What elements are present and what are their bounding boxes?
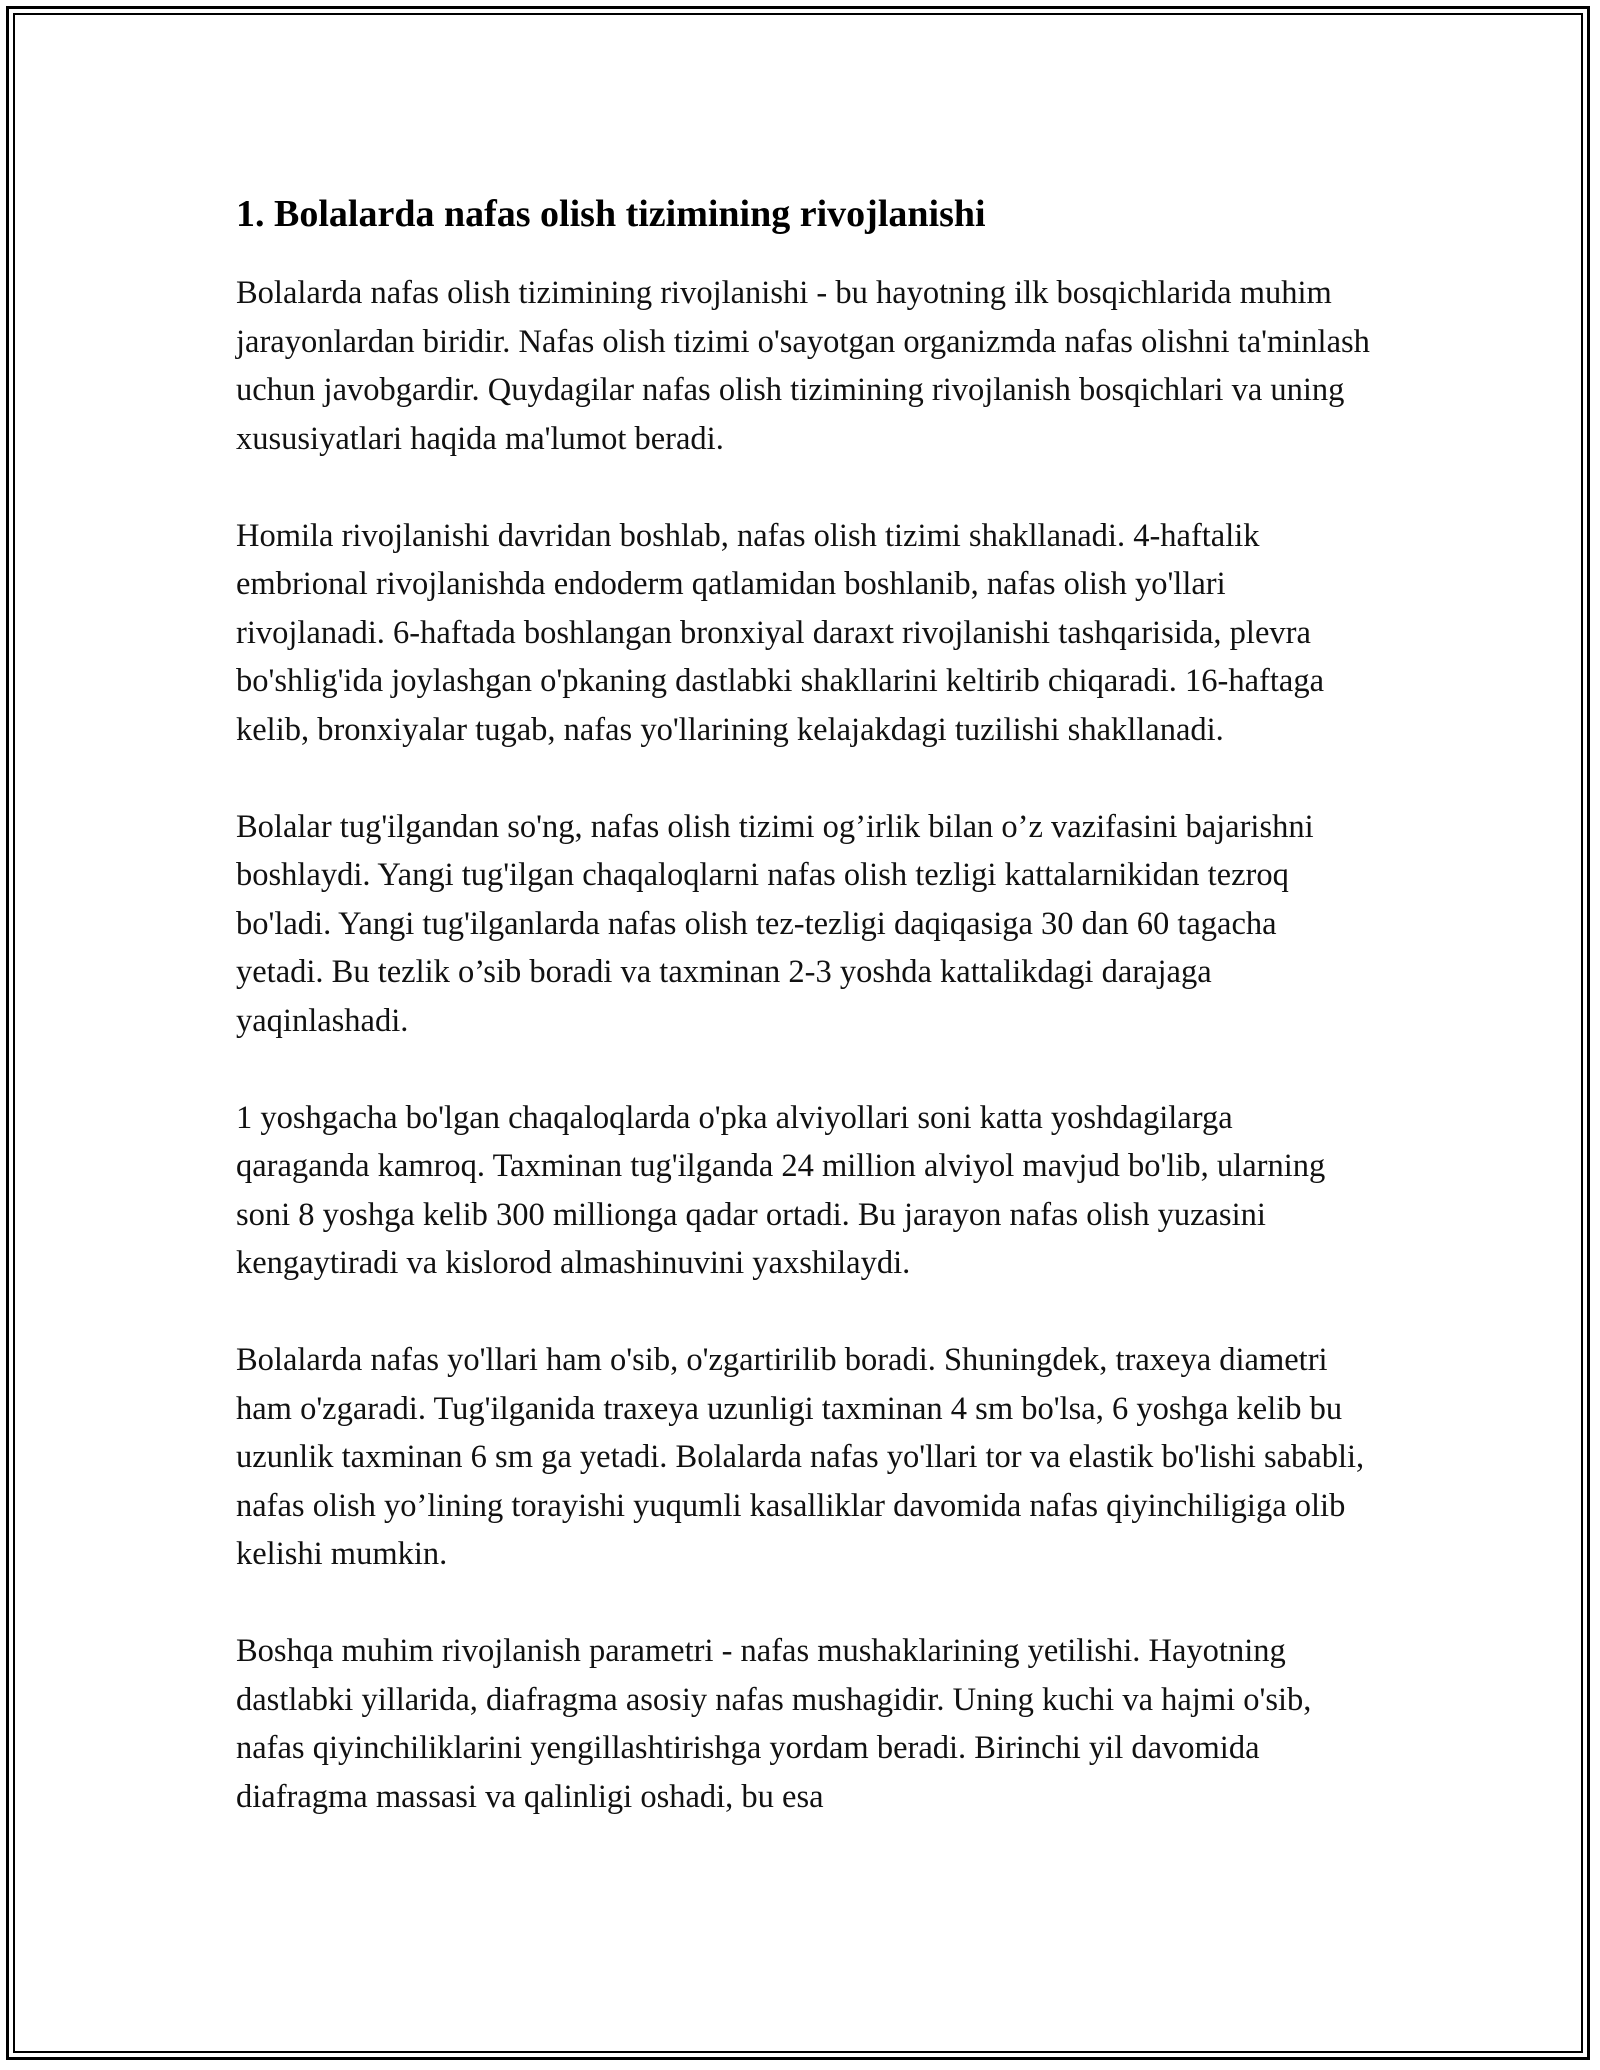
section-heading: 1. Bolalarda nafas olish tizimining rivojlanishi bbox=[236, 193, 986, 235]
paragraph-respiratory-muscles: Boshqa muhim rivojlanish parametri - nafas mushaklarining yetilishi. Hayotning dastlabki yillarida, diafragma asosiy nafas mushagidir. Uning kuchi va hajmi o'sib, nafas qiyinchiliklarini yengillashtirishga yordam beradi. Birinchi yil davomida diafragma massasi va qalinligi oshadi, bu esa bbox=[236, 1633, 1312, 1815]
paragraph-fetal-development: Homila rivojlanishi davridan boshlab, nafas olish tizimi shakllanadi. 4-haftalik embrional rivojlanishda endoderm qatlamidan boshlanib, nafas olish yo'llari rivojlanadi. 6-haftada boshlangan bronxiyal daraxt rivojlanishi tashqarisida, plevra bo'shlig'ida joylashgan o'pkaning dastlabki shakllarini keltirib chiqaradi. 16-haftaga kelib, bronxiyalar tugab, nafas yo'llarining kelajakdagi tuzilishi shakllanadi. bbox=[236, 517, 1324, 748]
document-body bbox=[236, 188, 1372, 1870]
paragraph-airways: Bolalarda nafas yo'llari ham o'sib, o'zgartirilib boradi. Shuningdek, traxeya diametri ham o'zgaradi. Tug'ilganida traxeya uzunligi taxminan 4 sm bo'lsa, 6 yoshga kelib bu uzunlik taxminan 6 sm ga yetadi. Bolalarda nafas yo'llari tor va elastik bo'lishi sababli, nafas olish yo’lining torayishi yuqumli kasalliklar davomida nafas qiyinchiligiga olib kelishi mumkin. bbox=[236, 1342, 1365, 1572]
paragraph-intro: Bolalarda nafas olish tizimining rivojlanishi - bu hayotning ilk bosqichlarida muhim jarayonlardan biridir. Nafas olish tizimi o'sayotgan organizmda nafas olishni ta'minlash uchun javobgardir. Quydagilar nafas olish tizimining rivojlanish bosqichlari va uning xususiyatlari haqida ma'lumot beradi. bbox=[236, 275, 1370, 457]
paragraph-after-birth: Bolalar tug'ilgandan so'ng, nafas olish tizimi og’irlik bilan o’z vazifasini bajarishni boshlaydi. Yangi tug'ilgan chaqaloqlarni nafas olish tezligi kattalarnikidan tezroq bo'ladi. Yangi tug'ilganlarda nafas olish tez-tezligi daqiqasiga 30 dan 60 tagacha yetadi. Bu tezlik o’sib boradi va taxminan 2-3 yoshda kattalikdagi darajaga yaqinlashadi. bbox=[236, 808, 1314, 1039]
paragraph-alveoli: 1 yoshgacha bo'lgan chaqaloqlarda o'pka alviyollari soni katta yoshdagilarga qaraganda kamroq. Taxminan tug'ilganda 24 million alviyol mavjud bo'lib, ularning soni 8 yoshga kelib 300 millionga qadar ortadi. Bu jarayon nafas olish yuzasini kengaytiradi va kislorod almashinuvini yaxshilaydi. bbox=[236, 1099, 1326, 1281]
